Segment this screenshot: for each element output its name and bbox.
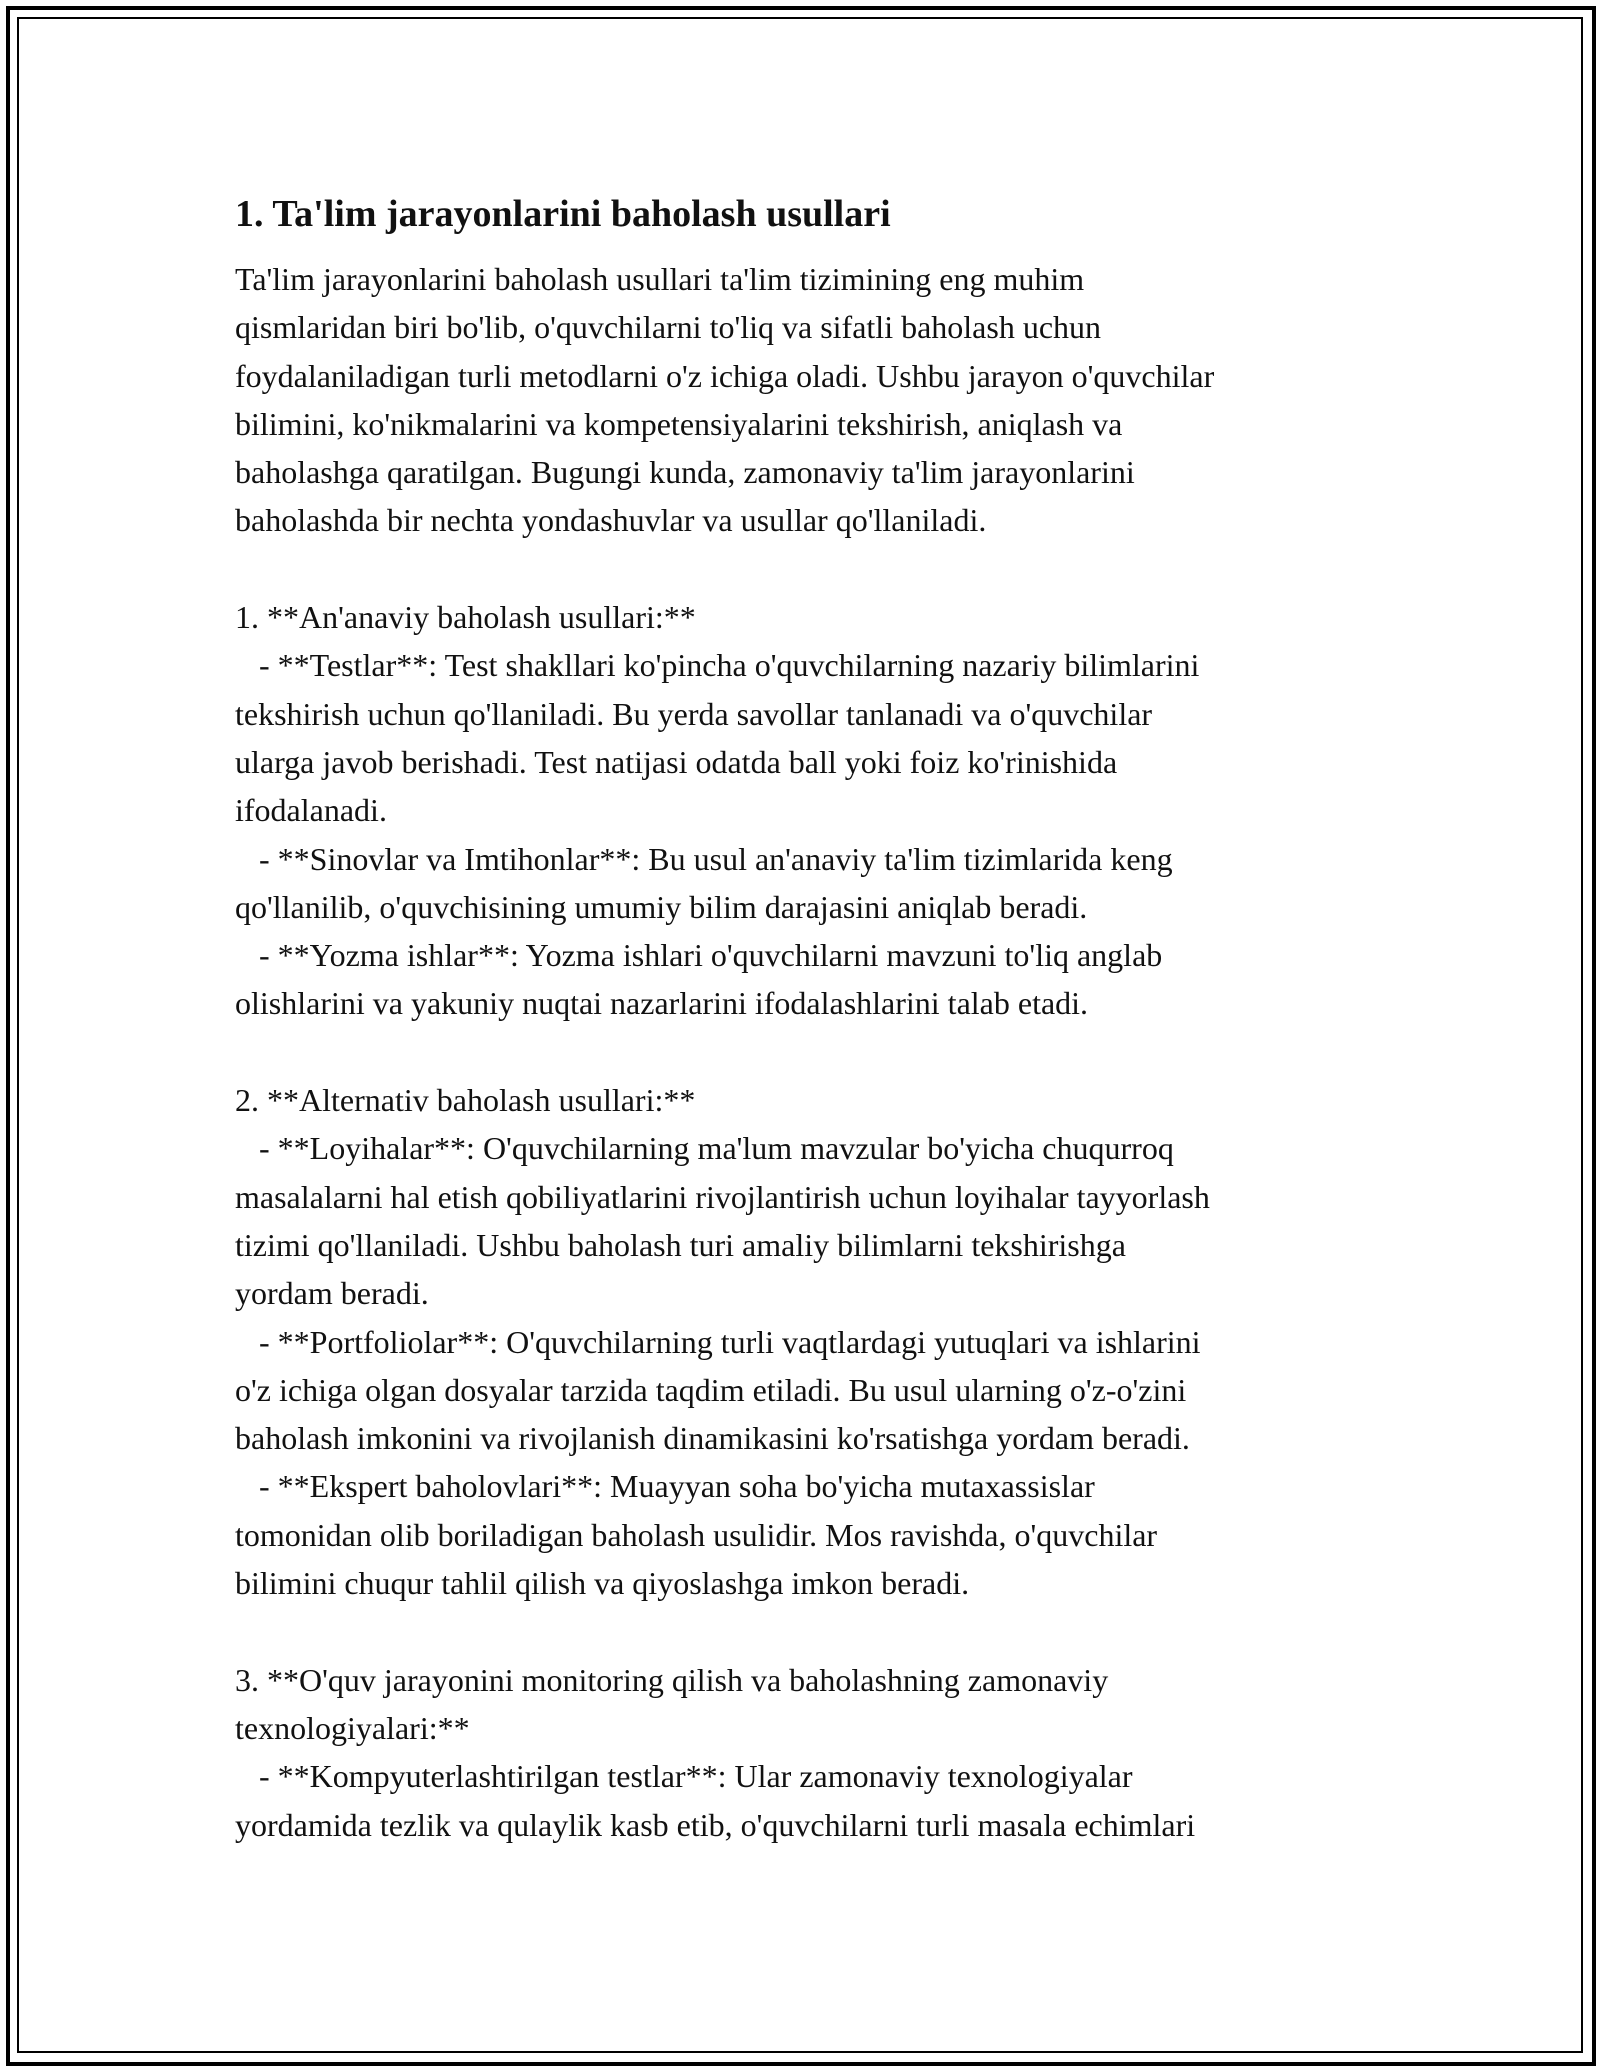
text-line: - **Sinovlar va Imtihonlar**: Bu usul an'anaviy ta'lim tizimlarida keng	[235, 840, 1173, 877]
text-line: yordam beradi.	[235, 1275, 429, 1312]
text-line: bilimini chuqur tahlil qilish va qiyoslashga imkon beradi.	[235, 1565, 970, 1602]
text-line: ularga javob berishadi. Test natijasi odatda ball yoki foiz ko'rinishida	[235, 743, 1118, 780]
intro-paragraph	[235, 255, 1385, 545]
paragraph-gap	[235, 1028, 1385, 1076]
text-line: tekshirish uchun qo'llaniladi. Bu yerda savollar tanlanadi va o'quvchilar	[235, 695, 1153, 732]
text-line: yordamida tezlik va qulaylik kasb etib, o'quvchilarni turli masala echimlari	[235, 1806, 1196, 1843]
text-line: ifodalanadi.	[235, 792, 387, 829]
text-line: olishlarini va yakuniy nuqtai nazarlarini ifodalashlarini talab etadi.	[235, 985, 1089, 1022]
document-title: 1. Ta'lim jarayonlarini baholash usullari	[235, 193, 891, 235]
text-line: - **Ekspert baholovlari**: Muayyan soha bo'yicha mutaxassislar	[235, 1468, 1095, 1505]
section-heading: 1. **An'anaviy baholash usullari:**	[235, 599, 696, 636]
section-heading: 3. **O'quv jarayonini monitoring qilish va baholashning zamonaviy	[235, 1661, 1109, 1698]
text-line: masalalarni hal etish qobiliyatlarini rivojlantirish uchun loyihalar tayyorlash	[235, 1178, 1210, 1215]
text-line: bilimini, ko'nikmalarini va kompetensiyalarini tekshirish, aniqlash va	[235, 405, 1123, 442]
text-line: baholashga qaratilgan. Bugungi kunda, zamonaviy ta'lim jarayonlarini	[235, 454, 1135, 491]
paragraph-gap	[235, 1607, 1385, 1655]
paragraph-gap	[235, 545, 1385, 593]
section-alternative-methods	[235, 1076, 1385, 1607]
text-line: texnologiyalari:**	[235, 1709, 470, 1746]
text-line: o'z ichiga olgan dosyalar tarzida taqdim etiladi. Bu usul ularning o'z-o'zini	[235, 1371, 1187, 1408]
text-line: Ta'lim jarayonlarini baholash usullari ta'lim tizimining eng muhim	[235, 261, 1085, 297]
text-line: baholash imkonini va rivojlanish dinamikasini ko'rsatishga yordam beradi.	[235, 1420, 1190, 1457]
text-line: - **Loyihalar**: O'quvchilarning ma'lum mavzular bo'yicha chuqurroq	[235, 1130, 1174, 1167]
text-line: foydalaniladigan turli metodlarni o'z ichiga oladi. Ushbu jarayon o'quvchilar	[235, 357, 1215, 394]
text-line: qo'llanilib, o'quvchisining umumiy bilim darajasini aniqlab beradi.	[235, 888, 1088, 925]
section-traditional-methods	[235, 593, 1385, 1028]
text-line: - **Yozma ishlar**: Yozma ishlari o'quvchilarni mavzuni to'liq anglab	[235, 937, 1163, 974]
text-line: - **Testlar**: Test shakllari ko'pincha o'quvchilarning nazariy bilimlarini	[235, 647, 1200, 684]
text-line: qismlaridan biri bo'lib, o'quvchilarni to'liq va sifatli baholash uchun	[235, 309, 1102, 346]
text-line: tomonidan olib boriladigan baholash usulidir. Mos ravishda, o'quvchilar	[235, 1516, 1158, 1553]
text-line: - **Portfoliolar**: O'quvchilarning turli vaqtlardagi yutuqlari va ishlarini	[235, 1323, 1201, 1360]
text-line: baholashda bir nechta yondashuvlar va usullar qo'llaniladi.	[235, 502, 987, 539]
text-line: tizimi qo'llaniladi. Ushbu baholash turi amaliy bilimlarni tekshirishga	[235, 1226, 1126, 1263]
document-body	[235, 185, 1385, 1849]
section-heading: 2. **Alternativ baholash usullari:**	[235, 1082, 696, 1119]
section-modern-technologies	[235, 1656, 1385, 1849]
text-line: - **Kompyuterlashtirilgan testlar**: Ular zamonaviy texnologiyalar	[235, 1758, 1133, 1795]
